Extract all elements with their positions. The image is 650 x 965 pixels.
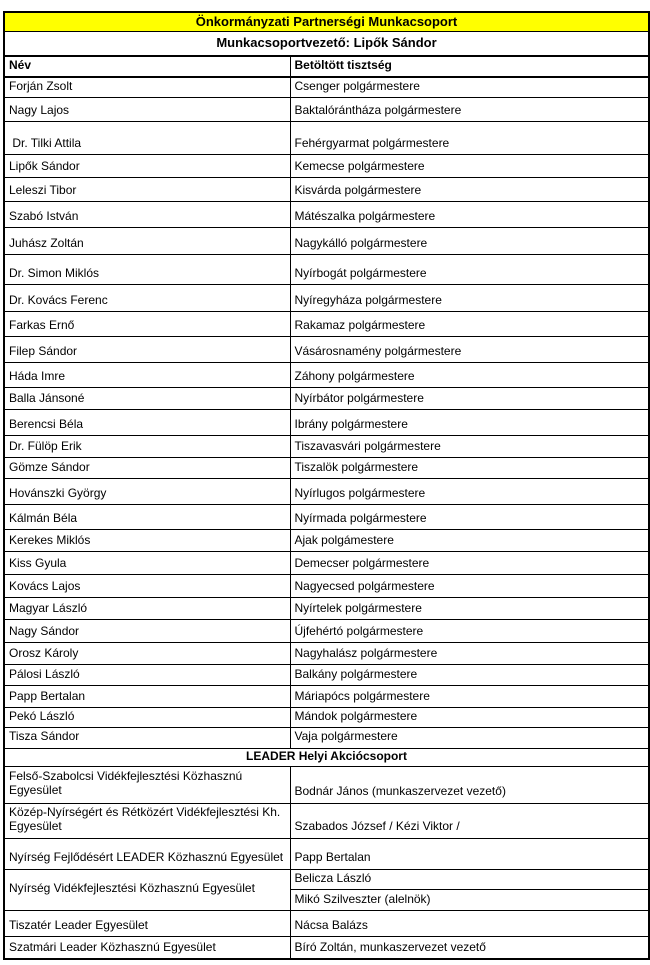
table-row (4, 178, 649, 202)
organization-name: Felső-Szabolcsi Vidékfejlesztési Közhasznú Egyesület (4, 766, 290, 803)
member-position: Nyírbogát polgármestere (290, 255, 649, 285)
member-name: Dr. Tilki Attila (4, 122, 290, 155)
column-header-row (4, 56, 649, 77)
member-name: Nagy Lajos (4, 98, 290, 122)
member-position: Demecser polgármestere (290, 552, 649, 575)
member-position: Vaja polgármestere (290, 728, 649, 748)
group-leader-subtitle: Munkacsoportvezető: Lipők Sándor (4, 32, 649, 56)
member-position: Mátészalka polgármestere (290, 202, 649, 228)
member-name: Kerekes Miklós (4, 530, 290, 552)
member-name: Forján Zsolt (4, 77, 290, 98)
member-position: Ibrány polgármestere (290, 410, 649, 436)
organization-name: Tiszatér Leader Egyesület (4, 910, 290, 936)
organization-name: Közép-Nyírségért és Rétközért Vidékfejlesztési Kh. Egyesület (4, 803, 290, 838)
table-subtitle-row (4, 32, 649, 56)
member-name: Nagy Sándor (4, 620, 290, 643)
member-name: Dr. Fülöp Erik (4, 436, 290, 458)
member-name: Kálmán Béla (4, 505, 290, 530)
table-row (4, 363, 649, 388)
table-row (4, 255, 649, 285)
member-name: Orosz Károly (4, 643, 290, 665)
table-row (4, 337, 649, 363)
member-position: Baktalórántháza polgármestere (290, 98, 649, 122)
member-position: Újfehértó polgármestere (290, 620, 649, 643)
member-name: Papp Bertalan (4, 686, 290, 708)
table-row (4, 410, 649, 436)
table-row (4, 910, 649, 936)
member-name: Berencsi Béla (4, 410, 290, 436)
member-name: Lipők Sándor (4, 155, 290, 178)
member-name: Magyar László (4, 598, 290, 620)
table-title-row (4, 12, 649, 32)
table-row (4, 766, 649, 803)
table-row (4, 838, 649, 869)
table-row (4, 686, 649, 708)
table-row (4, 285, 649, 312)
member-name: Pálosi László (4, 665, 290, 686)
table-row (4, 458, 649, 479)
representative-name: Bíró Zoltán, munkaszervezet vezető (290, 936, 649, 959)
table-row (4, 98, 649, 122)
leader-section-header-row (4, 748, 649, 766)
member-name: Kiss Gyula (4, 552, 290, 575)
member-name: Dr. Kovács Ferenc (4, 285, 290, 312)
table-row (4, 312, 649, 337)
table-row (4, 575, 649, 598)
member-position: Balkány polgármestere (290, 665, 649, 686)
member-position: Tiszavasvári polgármestere (290, 436, 649, 458)
column-header-name: Név (4, 56, 290, 77)
organization-name: Nyírség Fejlődésért LEADER Közhasznú Egyesület (4, 838, 290, 869)
representative-name: Belicza László (290, 869, 649, 889)
member-position: Kemecse polgármestere (290, 155, 649, 178)
member-name: Gömze Sándor (4, 458, 290, 479)
member-position: Nyíregyháza polgármestere (290, 285, 649, 312)
member-position: Fehérgyarmat polgármestere (290, 122, 649, 155)
table-row (4, 728, 649, 748)
representative-name: Papp Bertalan (290, 838, 649, 869)
page-title: Önkormányzati Partnerségi Munkacsoport (4, 12, 649, 32)
table-row (4, 803, 649, 838)
table-row (4, 643, 649, 665)
leader-section-title: LEADER Helyi Akciócsoport (4, 748, 649, 766)
member-name: Balla Jánsoné (4, 388, 290, 410)
member-position: Záhony polgármestere (290, 363, 649, 388)
table-row (4, 552, 649, 575)
member-name: Tisza Sándor (4, 728, 290, 748)
table-row (4, 202, 649, 228)
table-row (4, 388, 649, 410)
table-row (4, 620, 649, 643)
member-position: Máriapócs polgármestere (290, 686, 649, 708)
member-position: Nyírbátor polgármestere (290, 388, 649, 410)
member-name: Juhász Zoltán (4, 228, 290, 255)
member-position: Ajak polgámestere (290, 530, 649, 552)
table-row (4, 598, 649, 620)
member-name: Kovács Lajos (4, 575, 290, 598)
member-position: Nagykálló polgármestere (290, 228, 649, 255)
member-name: Dr. Simon Miklós (4, 255, 290, 285)
member-position: Nyírlugos polgármestere (290, 479, 649, 505)
table-row (4, 228, 649, 255)
table-row (4, 155, 649, 178)
table-row (4, 122, 649, 155)
organization-name: Szatmári Leader Közhasznú Egyesület (4, 936, 290, 959)
member-position: Nagyhalász polgármestere (290, 643, 649, 665)
table-row (4, 708, 649, 728)
table-row (4, 77, 649, 98)
working-group-table (3, 11, 650, 960)
member-position: Tiszalök polgármestere (290, 458, 649, 479)
member-position: Nyírmada polgármestere (290, 505, 649, 530)
member-position: Kisvárda polgármestere (290, 178, 649, 202)
member-name: Farkas Ernő (4, 312, 290, 337)
member-position: Csenger polgármestere (290, 77, 649, 98)
member-name: Pekó László (4, 708, 290, 728)
member-name: Filep Sándor (4, 337, 290, 363)
table-row (4, 505, 649, 530)
table-row (4, 869, 649, 889)
organization-name: Nyírség Vidékfejlesztési Közhasznú Egyesület (4, 869, 290, 910)
member-position: Nagyecsed polgármestere (290, 575, 649, 598)
member-position: Mándok polgármestere (290, 708, 649, 728)
table-row (4, 936, 649, 959)
member-position: Nyírtelek polgármestere (290, 598, 649, 620)
table-row (4, 436, 649, 458)
member-name: Háda Imre (4, 363, 290, 388)
table-row (4, 479, 649, 505)
member-position: Vásárosnamény polgármestere (290, 337, 649, 363)
table-row (4, 530, 649, 552)
member-position: Rakamaz polgármestere (290, 312, 649, 337)
table-row (4, 665, 649, 686)
representative-name: Nácsa Balázs (290, 910, 649, 936)
member-name: Szabó István (4, 202, 290, 228)
representative-name: Mikó Szilveszter (alelnök) (290, 889, 649, 910)
member-name: Leleszi Tibor (4, 178, 290, 202)
member-name: Hovánszki György (4, 479, 290, 505)
column-header-position: Betöltött tisztség (290, 56, 649, 77)
representative-name: Szabados József / Kézi Viktor / (290, 803, 649, 838)
representative-name: Bodnár János (munkaszervezet vezető) (290, 766, 649, 803)
